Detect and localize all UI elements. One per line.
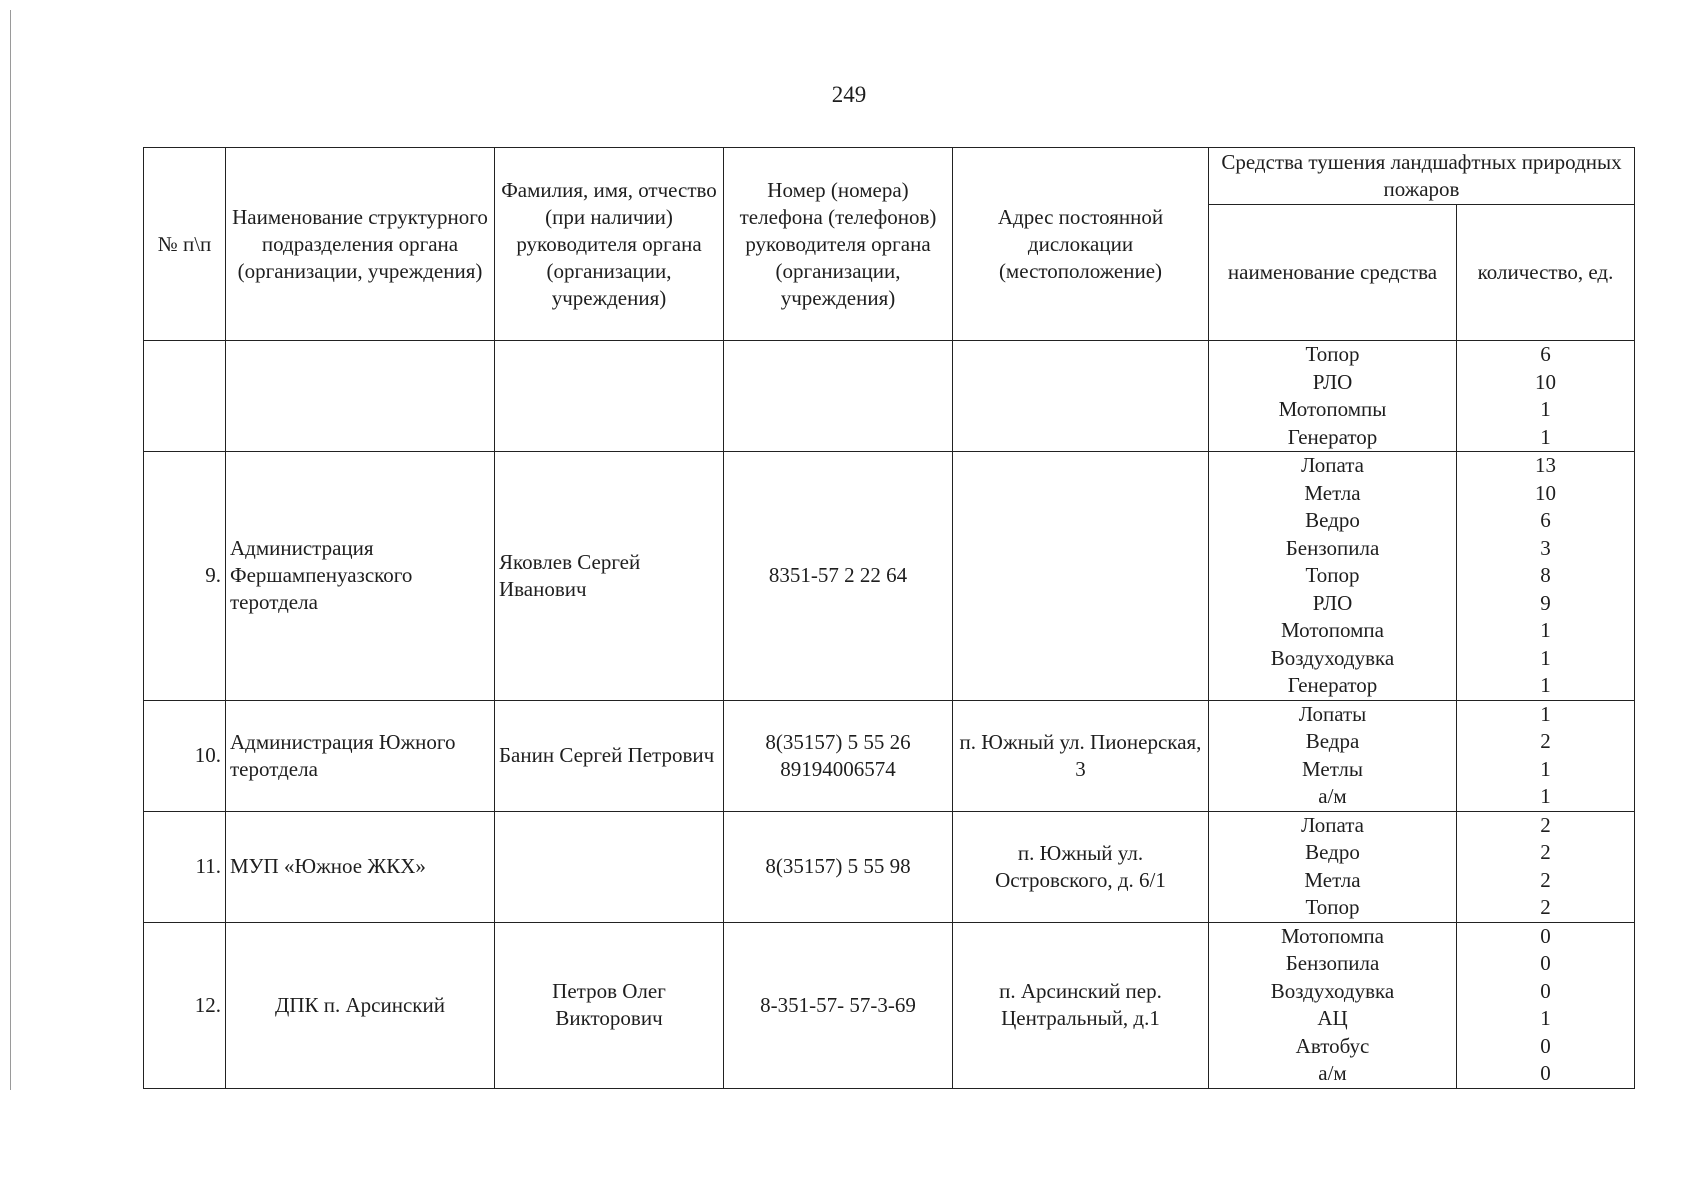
- means-qty: 0: [1540, 978, 1551, 1003]
- means-qty: 1: [1540, 645, 1551, 670]
- row-means-list: [1209, 700, 1457, 811]
- row-head-name: Банин Сергей Петрович: [495, 700, 724, 811]
- means-qty: 2: [1540, 729, 1551, 753]
- means-qty: 9: [1540, 590, 1551, 615]
- means-name: Лопата: [1301, 453, 1364, 477]
- row-means-qty-list: [1457, 811, 1635, 922]
- means-name: Ведра: [1305, 729, 1360, 753]
- means-qty: 0: [1540, 951, 1551, 975]
- row-address: [953, 452, 1209, 701]
- means-qty: 1: [1540, 701, 1551, 726]
- header-means-name: наименование средства: [1209, 205, 1457, 341]
- means-name: АЦ: [1317, 1006, 1348, 1030]
- means-name: Воздуходувка: [1270, 645, 1395, 670]
- means-name: Ведро: [1305, 508, 1360, 532]
- means-qty: 1: [1540, 784, 1551, 808]
- row-address: п. Южный ул. Островского, д. 6/1: [953, 811, 1209, 922]
- means-qty: 0: [1540, 1061, 1551, 1085]
- row-number: 9.: [144, 452, 226, 701]
- means-name: Топор: [1305, 563, 1360, 587]
- means-qty: 13: [1535, 453, 1556, 477]
- row-unit-name: Администрация Фершампенуазского теротдела: [226, 452, 495, 701]
- means-qty: 10: [1535, 480, 1556, 505]
- means-name: а/м: [1318, 1061, 1347, 1085]
- row-phone: 8(35157) 5 55 26 89194006574: [724, 700, 953, 811]
- means-name: Автобус: [1295, 1033, 1370, 1058]
- row-number: 10.: [144, 700, 226, 811]
- means-qty: 3: [1540, 535, 1551, 560]
- row-unit-name: ДПК п. Арсинский: [226, 922, 495, 1088]
- means-qty: 2: [1540, 812, 1551, 837]
- row-head-name: [495, 341, 724, 452]
- means-name: Бензопила: [1285, 535, 1380, 560]
- row-means-qty-list: [1457, 341, 1635, 452]
- means-name: Метла: [1304, 867, 1361, 892]
- table-row: [144, 341, 1635, 452]
- row-address: п. Арсинский пер. Центральный, д.1: [953, 922, 1209, 1088]
- header-means-qty: количество, ед.: [1457, 205, 1635, 341]
- means-name: Генератор: [1287, 424, 1378, 449]
- page-number: 249: [831, 82, 867, 107]
- header-head: Фамилия, имя, отчество (при наличии) руководителя органа (организации, учреждения): [495, 148, 724, 341]
- means-name: РЛО: [1312, 590, 1353, 615]
- row-unit-name: Администрация Южного теротдела: [226, 700, 495, 811]
- table-row: [144, 811, 1635, 922]
- means-name: Мотопомпа: [1281, 618, 1384, 642]
- row-means-list: [1209, 922, 1457, 1088]
- means-name: а/м: [1318, 784, 1347, 808]
- means-name: Мотопомпа: [1281, 923, 1384, 948]
- means-qty: 1: [1540, 397, 1551, 421]
- row-means-list: [1209, 811, 1457, 922]
- header-unit: Наименование структурного подразделения органа (организации, учреждения): [226, 148, 495, 341]
- row-phone: 8(35157) 5 55 98: [724, 811, 953, 922]
- means-name: РЛО: [1312, 369, 1353, 394]
- means-name: Бензопила: [1285, 951, 1380, 975]
- row-means-list: [1209, 341, 1457, 452]
- row-phone: 8351-57 2 22 64: [724, 452, 953, 701]
- means-qty: 8: [1540, 563, 1551, 587]
- header-address: Адрес постоянной дислокации (местоположение): [953, 148, 1209, 341]
- means-qty: 1: [1540, 618, 1551, 642]
- row-unit-name: МУП «Южное ЖКХ»: [226, 811, 495, 922]
- means-qty: 2: [1540, 840, 1551, 864]
- header-means-group: Средства тушения ландшафтных природных пожаров: [1209, 148, 1635, 205]
- row-means-list: [1209, 452, 1457, 701]
- header-row-1: [144, 148, 1635, 205]
- means-qty: 1: [1540, 756, 1551, 781]
- means-name: Воздуходувка: [1270, 978, 1395, 1003]
- row-number: [144, 341, 226, 452]
- table-row: [144, 452, 1635, 701]
- row-address: п. Южный ул. Пионерская, 3: [953, 700, 1209, 811]
- means-name: Топор: [1305, 895, 1360, 919]
- row-means-qty-list: [1457, 922, 1635, 1088]
- row-address: [953, 341, 1209, 452]
- means-qty: 6: [1540, 342, 1551, 366]
- means-name: Лопата: [1301, 812, 1364, 837]
- means-name: Мотопомпы: [1278, 397, 1387, 421]
- row-phone: 8-351-57- 57-3-69: [724, 922, 953, 1088]
- means-name: Метла: [1304, 480, 1361, 505]
- row-means-qty-list: [1457, 452, 1635, 701]
- row-head-name: [495, 811, 724, 922]
- header-num: № п\п: [144, 148, 226, 341]
- row-means-qty-list: [1457, 700, 1635, 811]
- means-name: Метлы: [1302, 756, 1363, 781]
- means-qty: 1: [1540, 1006, 1551, 1030]
- table-row: [144, 922, 1635, 1088]
- means-name: Ведро: [1305, 840, 1360, 864]
- means-name: Генератор: [1287, 673, 1378, 697]
- row-head-name: Яковлев Сергей Иванович: [495, 452, 724, 701]
- means-qty: 6: [1540, 508, 1551, 532]
- page-left-edge: [10, 10, 11, 1090]
- means-qty: 1: [1540, 424, 1551, 449]
- means-qty: 0: [1540, 1033, 1551, 1058]
- row-head-name: Петров Олег Викторович: [495, 922, 724, 1088]
- row-phone: [724, 341, 953, 452]
- row-number: 12.: [144, 922, 226, 1088]
- header-phone: Номер (номера) телефона (телефонов) руководителя органа (организации, учреждения): [724, 148, 953, 341]
- table-row: [144, 700, 1635, 811]
- row-unit-name: [226, 341, 495, 452]
- means-name: Лопаты: [1298, 701, 1367, 726]
- means-qty: 10: [1535, 369, 1556, 394]
- means-qty: 0: [1540, 923, 1551, 948]
- means-qty: 2: [1540, 867, 1551, 892]
- row-number: 11.: [144, 811, 226, 922]
- means-qty: 2: [1540, 895, 1551, 919]
- means-qty: 1: [1540, 673, 1551, 697]
- means-name: Топор: [1305, 342, 1360, 366]
- fire-means-table: [143, 147, 1635, 1089]
